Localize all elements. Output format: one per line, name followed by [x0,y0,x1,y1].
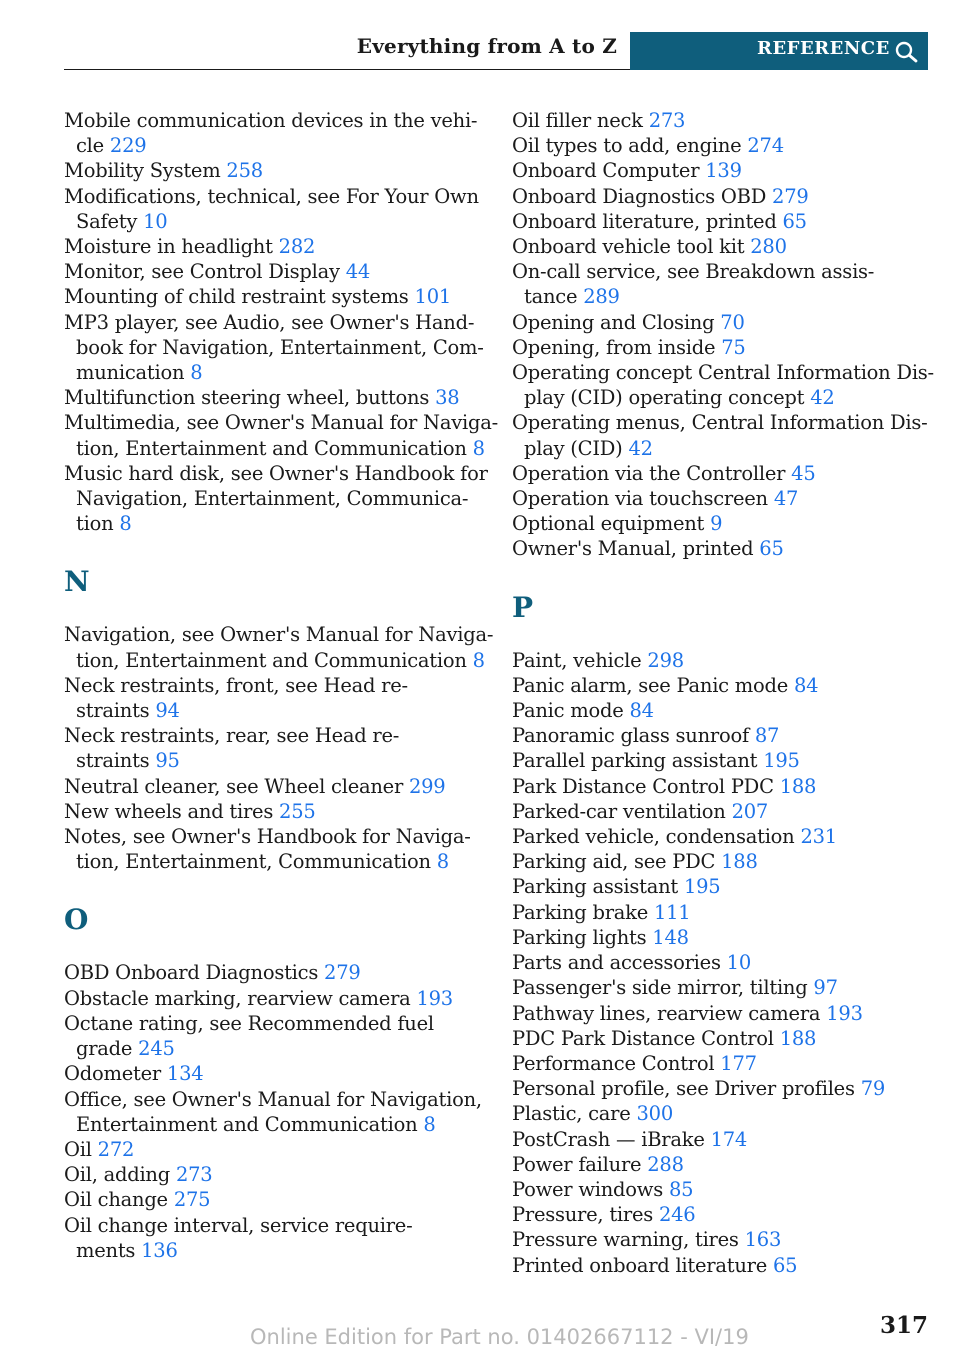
page-link[interactable]: 177 [720,1051,757,1075]
index-entry-text: Neck restraints, front, see Head re- [64,673,408,697]
index-entry-text: Multimedia, see Owner's Manual for Naviga- [64,411,498,435]
index-entry-text: Obstacle marking, rearview camera [64,986,411,1010]
index-entry [512,1152,932,1177]
index-entry [64,1162,484,1187]
index-entry [512,874,932,899]
index-entry-text: Parking brake [512,900,649,924]
page-link[interactable]: 195 [683,875,721,899]
page-link[interactable]: 279 [772,184,809,208]
index-entry [512,1101,932,1126]
page-link[interactable]: 272 [97,1137,135,1161]
index-entry-text: Optional equipment [512,512,705,536]
index-entry [64,774,484,799]
index-entry-text: tion, Entertainment and Communication [76,648,467,672]
index-entry-text: Navigation, see Owner's Manual for Naviga- [64,623,494,647]
index-entry [512,1202,932,1227]
index-entry [512,774,932,799]
index-entry [64,1011,484,1061]
index-entry-text: Oil types to add, engine [512,134,742,158]
index-entry [64,234,484,259]
index-entry-text: book for Navigation, Entertainment, Com- [76,335,484,359]
index-entry-text: PDC Park Distance Control [512,1026,774,1050]
index-entry [512,698,932,723]
page-link[interactable]: 229 [109,134,147,158]
index-entry-text: Paint, vehicle [512,648,642,672]
index-entry-text: Oil, adding [64,1163,170,1187]
index-entry-text: Parts and accessories [512,951,721,975]
page-link[interactable]: 136 [141,1238,178,1262]
index-entry [512,259,932,309]
index-entry [512,184,932,209]
index-entry-text: Printed onboard literature [512,1253,767,1277]
index-entry-text: Operation via the Controller [512,461,786,485]
index-entry-text: Office, see Owner's Manual for Navigation, [64,1087,482,1111]
page-link[interactable]: 45 [791,461,816,485]
index-entry-text: Parked vehicle, condensation [512,825,795,849]
index-entry [512,1076,932,1101]
index-entry-text: Moisture in headlight [64,235,273,259]
page-link[interactable]: 193 [826,1001,863,1025]
index-entry-text: Navigation, Entertainment, Communica- [76,487,469,511]
page-link[interactable]: 70 [720,310,745,334]
page-link[interactable]: 300 [636,1102,673,1126]
index-entry [64,673,484,723]
index-entry-text: tion [76,512,114,536]
page-link[interactable]: 8 [119,512,132,536]
index-entry-text: MP3 player, see Audio, see Owner's Hand- [64,310,475,334]
index-entry-text: Music hard disk, see Owner's Handbook for [64,461,488,485]
index-entry [64,1187,484,1212]
index-entry-text: Plastic, care [512,1102,631,1126]
index-entry [64,461,488,537]
index-entry [64,1213,484,1263]
index-entry-text: Owner's Manual, printed [512,537,754,561]
page-link[interactable]: 87 [754,724,780,748]
index-entry-text: Oil change interval, service require- [64,1213,413,1237]
index-entry-text: ments [76,1238,136,1262]
index-entry [64,184,484,234]
index-entry-text: Entertainment and Communication [76,1112,418,1136]
index-entry [64,158,484,183]
index-entry-text: Safety [76,209,138,233]
index-entry-text: Neutral cleaner, see Wheel cleaner [64,774,404,798]
index-entry-text: tion, Entertainment and Communication [76,436,467,460]
index-entry-text: Operation via touchscreen [512,487,768,511]
page-link[interactable]: 188 [779,774,817,798]
index-entry-text: Notes, see Owner's Handbook for Naviga- [64,825,471,849]
index-entry-text: Mobility System [64,159,221,183]
index-entry [64,410,498,460]
page-link[interactable]: 10 [726,951,751,975]
page-link[interactable]: 246 [658,1203,696,1227]
index-entry-text: Opening, from inside [512,335,716,359]
index-entry-text: tion, Entertainment, Communication [76,850,431,874]
index-entry [512,461,932,486]
index-entry [512,158,932,183]
page-link[interactable]: 95 [155,749,180,773]
page-number: 317 [879,1312,928,1339]
index-entry [64,1087,484,1137]
index-entry-text: Operating concept Central Information Dis- [512,361,934,385]
index-entry [512,723,932,748]
page-link[interactable]: 111 [653,900,691,924]
index-entry [512,1051,932,1076]
index-entry-text: Panic alarm, see Panic mode [512,673,789,697]
index-entry-text: Onboard vehicle tool kit [512,235,745,259]
page-link[interactable]: 79 [860,1077,886,1101]
page-link[interactable]: 75 [721,335,746,359]
page-link[interactable]: 65 [782,209,807,233]
index-entry-text: play (CID) [524,436,623,460]
index-entry [64,960,484,985]
index-entry-text: Pressure warning, tires [512,1228,739,1252]
index-entry-text: grade [76,1037,133,1061]
index-entry-text: Panic mode [512,699,624,723]
index-entry [64,723,484,773]
index-entry [512,335,932,360]
index-entry-text: munication [76,361,185,385]
index-entry [512,648,932,673]
index-entry-text: tance [524,285,578,309]
section-letter: N [64,565,90,599]
index-entry-text: straints [76,699,150,723]
index-entry [512,799,932,824]
page-link[interactable]: 174 [710,1127,748,1151]
index-entry-text: Personal profile, see Driver profiles [512,1077,855,1101]
index-column-left [64,108,498,1263]
index-entry-text: Parking lights [512,925,647,949]
page-link[interactable]: 8 [423,1112,436,1136]
page-link[interactable]: 65 [759,537,784,561]
page-link[interactable]: 288 [647,1152,684,1176]
index-entry-text: play (CID) operating concept [524,386,805,410]
index-entry-text: Parallel parking assistant [512,749,758,773]
index-entry [512,849,932,874]
index-entry [512,925,932,950]
page-link[interactable]: 274 [747,134,784,158]
index-entry [512,1127,932,1152]
page-link[interactable]: 188 [721,850,758,874]
header-title: Everything from A to Z [356,34,617,58]
index-entry [64,259,484,284]
index-entry-text: Performance Control [512,1051,715,1075]
index-entry-text: cle [76,134,104,158]
page-link[interactable]: 9 [710,512,723,536]
page-link[interactable]: 65 [772,1253,798,1277]
index-entry-text: Power windows [512,1177,663,1201]
index-entry [512,975,932,1000]
page-link[interactable]: 207 [731,799,769,823]
index-entry [512,900,932,925]
index-entry [64,986,484,1011]
index-entry-text: Passenger's side mirror, tilting [512,976,808,1000]
index-entry-text: On-call service, see Breakdown assis- [512,260,875,284]
index-entry-text: Pressure, tires [512,1203,654,1227]
page-link[interactable]: 279 [324,961,361,985]
index-entry [64,310,484,386]
index-entry-text: Onboard literature, printed [512,209,777,233]
index-entry [512,1177,932,1202]
page-link[interactable]: 188 [779,1026,817,1050]
index-entry [512,1253,932,1278]
index-entry-text: Oil [64,1137,92,1161]
page-link[interactable]: 42 [810,386,835,410]
index-entry [64,284,484,309]
index-entry [64,799,484,824]
index-entry-text: Panoramic glass sunroof [512,724,749,748]
page-link[interactable]: 273 [648,109,686,132]
index-entry-text: Monitor, see Control Display [64,260,340,284]
page-link[interactable]: 44 [345,260,371,284]
index-entry [512,234,932,259]
index-entry [64,622,494,672]
index-entry [512,511,932,536]
index-entry [512,748,932,773]
page-link[interactable]: 8 [472,648,485,672]
page-link[interactable]: 245 [138,1037,175,1061]
index-entry-text: Parked-car ventilation [512,799,726,823]
index-entry [512,310,932,335]
index-entry-text: Oil change [64,1188,168,1212]
page-link[interactable]: 289 [583,285,620,309]
index-entry-text: Opening and Closing [512,310,715,334]
header-section-label[interactable]: REFERENCE [757,38,890,59]
page-link[interactable]: 97 [813,976,838,1000]
page-link[interactable]: 255 [279,799,316,823]
page-link[interactable]: 8 [436,850,449,874]
page-link[interactable]: 273 [175,1163,213,1187]
index-entry-text: straints [76,749,150,773]
index-entry-text: Onboard Diagnostics OBD [512,184,767,208]
index-entry-text: Mounting of child restraint systems [64,285,409,309]
index-entry [64,385,484,410]
index-entry [64,108,484,158]
page-link[interactable]: 134 [166,1062,204,1086]
page-link[interactable]: 193 [416,986,453,1010]
page-link[interactable]: 8 [472,436,485,460]
index-entry [512,824,932,849]
index-entry [512,1227,932,1252]
section-letter: P [512,590,534,624]
section-letter: O [64,903,89,937]
page-link[interactable]: 298 [647,648,684,672]
page-link[interactable]: 47 [773,487,799,511]
index-entry-text: Pathway lines, rearview camera [512,1001,821,1025]
index-entry [512,1001,932,1026]
page-link[interactable]: 139 [705,159,742,183]
index-entry-text: OBD Onboard Diagnostics [64,961,319,985]
index-entry-text: Parking assistant [512,875,678,899]
index-entry [512,410,932,460]
index-entry-text: Power failure [512,1152,642,1176]
index-entry-text: Neck restraints, rear, see Head re- [64,724,400,748]
page-link[interactable]: 42 [628,436,653,460]
index-entry [512,133,932,158]
index-entry-text: New wheels and tires [64,799,274,823]
page-link[interactable]: 38 [435,386,460,410]
index-column-right [512,108,932,1278]
page-link[interactable]: 163 [744,1228,782,1252]
index-entry-text: Onboard Computer [512,159,700,183]
index-entry-text: Mobile communication devices in the vehi- [64,109,478,132]
page-link[interactable]: 84 [794,673,819,697]
index-entry [512,673,932,698]
index-entry [512,360,932,410]
index-entry [512,486,932,511]
index-entry [512,108,932,133]
index-entry [64,1137,484,1162]
index-entry-text: PostCrash — iBrake [512,1127,705,1151]
index-entry-text: Operating menus, Central Information Dis- [512,411,928,435]
index-entry [512,536,932,561]
page-link[interactable]: 299 [408,774,446,798]
index-entry [64,1061,484,1086]
index-entry [512,1026,932,1051]
watermark: Online Edition for Part no. 01402667112 - VI/19 [250,1325,749,1349]
page-link[interactable]: 94 [155,699,180,723]
index-entry-text: Park Distance Control PDC [512,774,774,798]
page-link[interactable]: 84 [629,699,654,723]
page-link[interactable]: 10 [143,209,168,233]
page-link[interactable]: 280 [750,235,787,259]
search-icon[interactable] [894,40,920,64]
index-entry-text: Multifunction steering wheel, buttons [64,386,430,410]
page-link[interactable]: 231 [800,825,837,849]
index-entry-text: Oil filler neck [512,109,643,132]
index-entry [64,824,484,874]
page-link[interactable]: 258 [226,159,263,183]
page-link[interactable]: 275 [173,1188,211,1212]
index-entry-text: Modifications, technical, see For Your Own [64,184,479,208]
page-link[interactable]: 8 [190,361,203,385]
page-link[interactable]: 85 [668,1177,694,1201]
index-entry-text: Octane rating, see Recommended fuel [64,1011,434,1035]
index-entry [512,950,932,975]
page-link[interactable]: 101 [414,285,452,309]
page-link[interactable]: 195 [763,749,800,773]
index-entry-text: Parking aid, see PDC [512,850,716,874]
page-link[interactable]: 148 [652,925,689,949]
index-entry [512,209,932,234]
index-entry-text: Odometer [64,1062,161,1086]
page-link[interactable]: 282 [278,235,316,259]
